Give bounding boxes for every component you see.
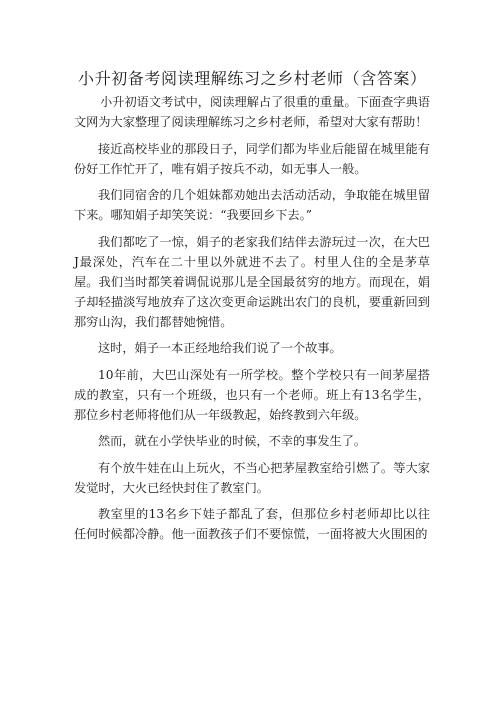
- paragraph: 我们都吃了一惊，娟子的老家我们结伴去游玩过一次，在大巴J最深处，汽车在二十里以外就进不去了。村里人住的全是茅草屋。我们当时都笑着调侃说那儿是全国最贫穷的地方。而现在，娟子却轻描淡写地放弃了这次变更命运跳出农门的良机，要重新回到那穷山沟，我们都替她惋惜。: [74, 234, 430, 329]
- paragraph: 这时，娟子一本正经地给我们说了一个故事。: [98, 341, 342, 355]
- paragraph: 有个放牛娃在山上玩火，不当心把茅屋教室给引燃了。等大家发觉时，大火已经快封住了教室门。: [74, 460, 430, 495]
- paragraph: 接近高校毕业的那段日子，同学们都为毕业后能留在城里能有份好工作忙开了，唯有娟子按兵不动，如无事人一般。: [74, 141, 430, 176]
- paragraph: 然而，就在小学快毕业的时候，不幸的事发生了。: [98, 434, 367, 448]
- paragraph: 10年前，大巴山深处有一所学校。整个学校只有一间茅屋搭成的教室，只有一个班级，也只有一个老师。班上有13名学生，那位乡村老师将他们从一年级教起，始终教到六年级。: [74, 367, 430, 422]
- document-title: 小升初备考阅读理解练习之乡村老师（含答案）: [78, 69, 427, 88]
- paragraph: 小升初语文考试中，阅读理解占了很重的重量。下面查字典语文网为大家整理了阅读理解练习之乡村老师，希望对大家有帮助！: [74, 95, 430, 129]
- paragraph: 我们同宿舍的几个姐妹都劝她出去活动活动，争取能在城里留下来。哪知娟子却笑笑说：“我要回乡下去。”: [74, 188, 430, 222]
- document-body: [74, 92, 430, 551]
- paragraph: 教室里的13名乡下娃子都乱了套，但那位乡村老师却比以往任何时候都冷静。他一面教孩子们不要惊慌，一面将被大火围困的: [74, 507, 430, 541]
